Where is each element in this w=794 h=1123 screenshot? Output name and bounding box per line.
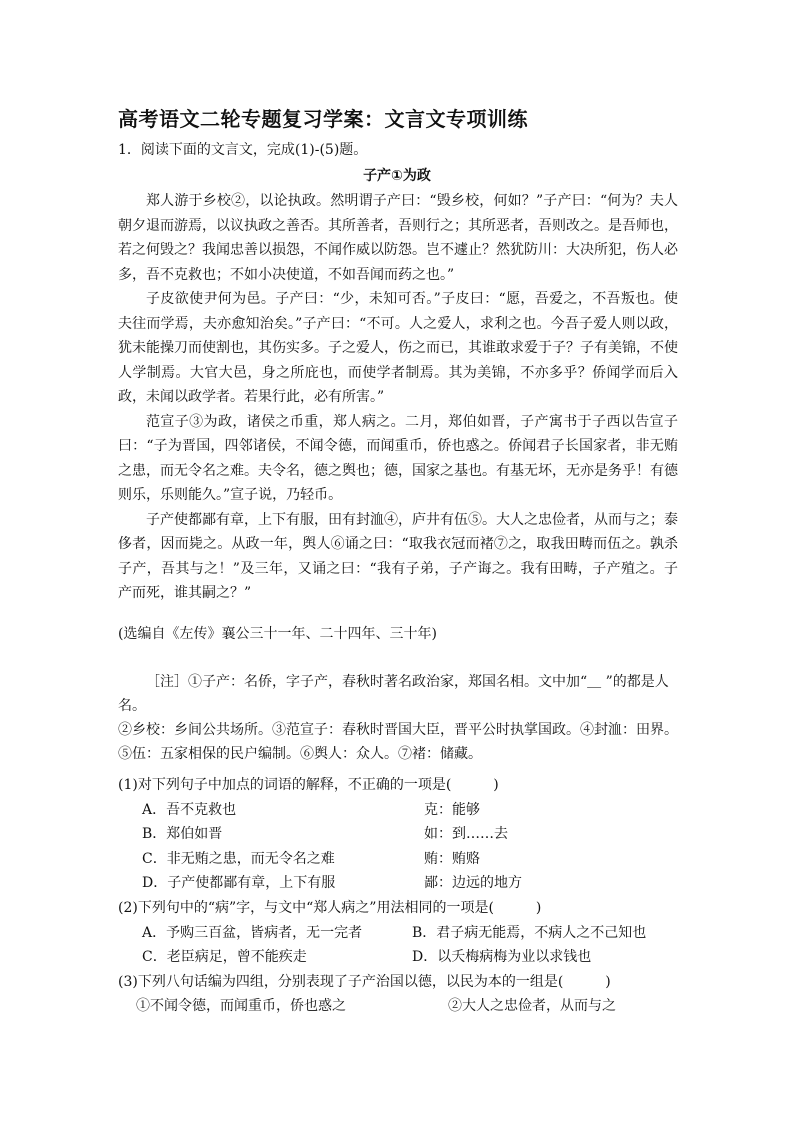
article-title: 子产①为政 [363, 168, 431, 184]
classical-passage [118, 189, 678, 606]
option-gloss: 如：到……去 [424, 826, 508, 843]
annotations [118, 670, 678, 766]
question-2-options-row-1 [118, 921, 678, 946]
item-1: ①不闻令德，而闻重币，侨也惑之 [136, 998, 346, 1015]
option-gloss: 贿：贿赂 [424, 850, 480, 867]
option-sentence: D．子产使都鄙有章，上下有服 [142, 875, 336, 892]
question-2-stem: (2)下列句中的“病”字，与文中“郑人病之”用法相同的一项是( ) [118, 899, 542, 916]
question-3-items-row-1 [118, 994, 678, 1019]
passage-paragraph-2: 子皮欲使尹何为邑。子产曰：“少，未知可否。”子皮曰：“愿，吾爱之，不吾叛也。使夫往而学焉，夫亦愈知治矣。”子产曰：“不可。人之爱人，求利之也。今吾子爱人则以政，犹未能操刀而使割也，其伤实多。子之爱人，伤之而已，其谁敢求爱于子？子有美锦，不使人学制焉。大官大邑，身之所庇也，而使学者制焉。其为美锦，不亦多乎？侨闻学而后入政，未闻以政学者。若果行此，必有所害。” [118, 291, 678, 405]
question-intro: 1．阅读下面的文言文，完成(1)-(5)题。 [118, 142, 368, 158]
question-2-options-row-2 [118, 945, 678, 970]
option-sentence: B．郑伯如晋 [142, 826, 223, 843]
option-d: D．以夭梅病梅为业以求钱也 [412, 949, 592, 966]
option-sentence: C．非无贿之患，而无令名之难 [142, 850, 335, 867]
option-gloss: 克：能够 [424, 801, 480, 818]
question-1-option-b [118, 822, 678, 847]
option-a: A．予购三百盆，皆病者，无一完者 [142, 924, 363, 941]
item-2: ②大人之忠俭者，从而与之 [448, 998, 616, 1015]
page-title: 高考语文二轮专题复习学案：文言文专项训练 [118, 107, 528, 131]
option-gloss: 鄙：边远的地方 [424, 875, 522, 892]
source-citation [118, 622, 678, 647]
source-text: (选编自《左传》襄公三十一年、二十四年、三十年) [118, 626, 437, 642]
passage-paragraph-4: 子产使都鄙有章，上下有服，田有封洫④，庐井有伍⑤。大人之忠俭者，从而与之；泰侈者，因而毙之。从政一年，舆人⑥诵之曰：“取我衣冠而褚⑦之，取我田畴而伍之。孰杀子产，吾其与之！”及三年，又诵之曰：“我有子弟，子产诲之。我有田畴，子产殖之。子产而死，谁其嗣之？” [118, 511, 678, 601]
option-c: C．老臣病足，曾不能疾走 [142, 949, 307, 966]
annotation-line-1: ［注］①子产：名侨，字子产，春秋时著名政治家，郑国名相。文中加“＿ ”的都是人名。 [118, 674, 669, 714]
question-1-option-c [118, 847, 678, 872]
question-1-option-a [118, 798, 678, 823]
annotation-line-2: ②乡校：乡间公共场所。③范宣子：春秋时晋国大臣，晋平公时执掌国政。④封洫：田界。⑤伍：五家相保的民户编制。⑥舆人：众人。⑦褚：储藏。 [118, 722, 678, 762]
question-3-stem: (3)下列八句话编为四组，分别表现了子产治国以德，以民为本的一组是( ) [118, 973, 611, 990]
question-1-option-d [118, 871, 678, 896]
option-b: B．君子病无能焉，不病人之不己知也 [412, 924, 647, 941]
questions [118, 773, 678, 1019]
passage-paragraph-3: 范宣子③为政，诸侯之币重，郑人病之。二月，郑伯如晋，子产寓书于子西以告宣子曰：“子为晋国，四邻诸侯，不闻令德，而闻重币，侨也惑之。侨闻君子长国家者，非无贿之患，而无令名之难。夫令名，德之舆也；德，国家之基也。有基无坏，无亦是务乎！有德则乐，乐则能久。”宣子说，乃轻币。 [118, 413, 678, 503]
question-1-stem: (1)对下列句子中加点的词语的解释，不正确的一项是( ) [118, 777, 499, 793]
passage-paragraph-1: 郑人游于乡校②，以论执政。然明谓子产曰：“毁乡校，何如？”子产曰：“何为？夫人朝夕退而游焉，以议执政之善否。其所善者，吾则行之；其所恶者，吾则改之。是吾师也，若之何毁之？我闻忠善以损怨，不闻作威以防怨。岂不遽止？然犹防川：大决所犯，伤人必多，吾不克救也；不如小决使道，不如吾闻而药之也。” [118, 193, 678, 283]
option-sentence: A．吾不克救也 [142, 801, 237, 818]
